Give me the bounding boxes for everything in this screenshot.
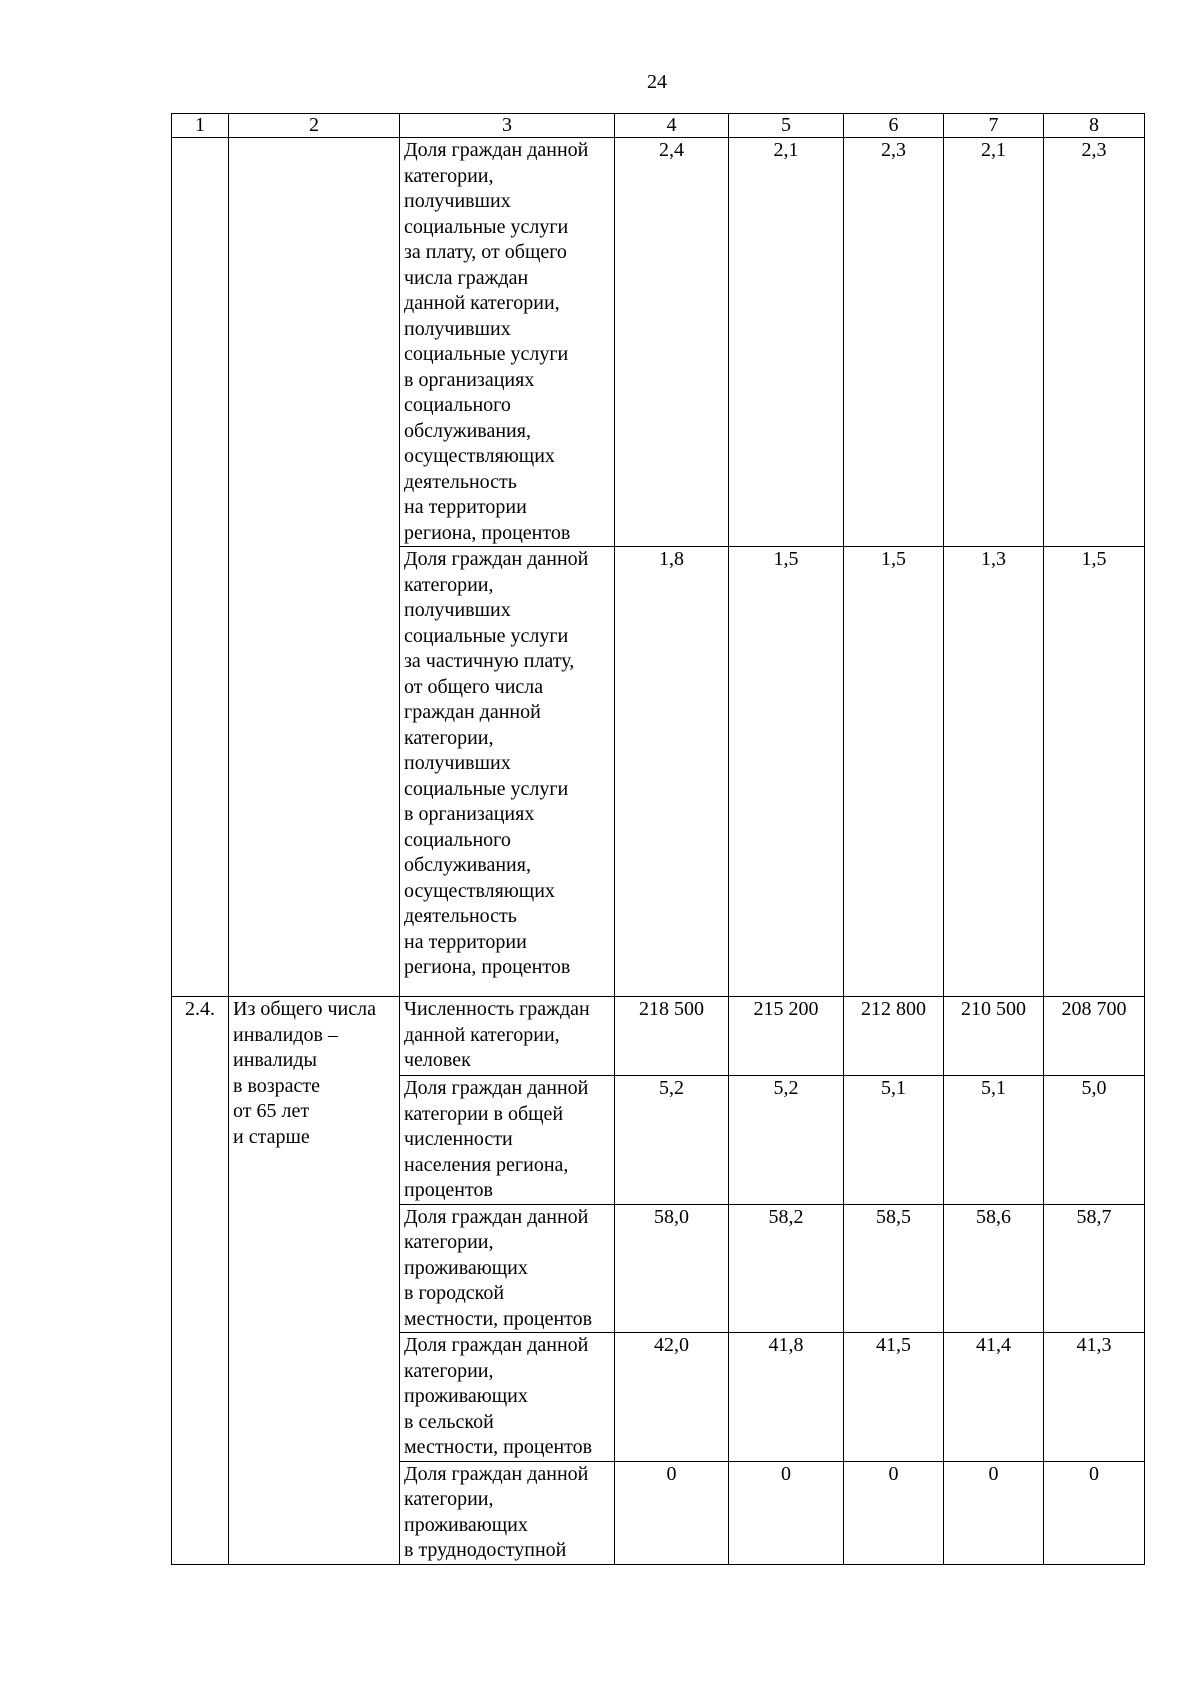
value-cell: 41,5 <box>844 1333 944 1462</box>
value-cell: 42,0 <box>615 1333 729 1462</box>
header-cell: 3 <box>400 114 615 138</box>
value-cell: 2,1 <box>729 138 844 547</box>
table-row <box>172 997 1145 1076</box>
value-cell: 58,2 <box>729 1204 844 1333</box>
page-number: 24 <box>647 71 667 93</box>
value-cell: 0 <box>844 1461 944 1564</box>
value-cell: 0 <box>615 1461 729 1564</box>
value-cell: 5,1 <box>944 1076 1044 1205</box>
indicator-cell <box>400 1333 615 1462</box>
header-cell: 1 <box>172 114 229 138</box>
indicator-text: Доля граждан данной категории, проживающих в труднодоступной <box>404 1462 589 1561</box>
value-cell: 58,0 <box>615 1204 729 1333</box>
value-cell: 2,1 <box>944 138 1044 547</box>
indicator-text: Численность граждан данной категории, человек <box>404 998 590 1071</box>
group-category-text: Из общего числа инвалидов – инвалиды в возрасте от 65 лет и старше <box>233 998 376 1148</box>
header-cell: 5 <box>729 114 844 138</box>
value-cell: 1,8 <box>615 547 729 997</box>
value-cell: 5,2 <box>615 1076 729 1205</box>
value-cell: 41,3 <box>1044 1333 1145 1462</box>
table-header-row <box>172 114 1145 138</box>
indicator-text: Доля граждан данной категории, проживающих в сельской местности, процентов <box>404 1334 593 1458</box>
category-cell-empty <box>229 138 400 997</box>
value-cell: 1,5 <box>844 547 944 997</box>
indicator-cell <box>400 1204 615 1333</box>
value-cell: 58,5 <box>844 1204 944 1333</box>
value-cell: 215 200 <box>729 997 844 1076</box>
header-cell: 6 <box>844 114 944 138</box>
header-cell: 2 <box>229 114 400 138</box>
table-row <box>172 138 1145 547</box>
indicator-cell <box>400 547 615 997</box>
value-cell: 0 <box>944 1461 1044 1564</box>
value-cell: 5,2 <box>729 1076 844 1205</box>
value-cell: 212 800 <box>844 997 944 1076</box>
value-cell: 0 <box>729 1461 844 1564</box>
value-cell: 1,5 <box>729 547 844 997</box>
indicator-cell <box>400 997 615 1076</box>
value-cell: 5,0 <box>1044 1076 1145 1205</box>
header-cell: 8 <box>1044 114 1145 138</box>
value-cell: 218 500 <box>615 997 729 1076</box>
indicator-text: Доля граждан данной категории, получивших социальные услуги за частичную плату, от общего числа граждан данной категории, получивших социальные услуги в организациях социального обслуживания, осуществляющих деятельность на территории региона, процентов <box>404 548 589 978</box>
value-cell: 2,4 <box>615 138 729 547</box>
value-cell: 208 700 <box>1044 997 1145 1076</box>
value-cell: 58,7 <box>1044 1204 1145 1333</box>
value-cell: 2,3 <box>844 138 944 547</box>
indicator-table <box>171 113 1145 1565</box>
value-cell: 41,4 <box>944 1333 1044 1462</box>
indicator-cell <box>400 1461 615 1564</box>
indicator-cell <box>400 138 615 547</box>
value-cell: 1,3 <box>944 547 1044 997</box>
value-cell: 210 500 <box>944 997 1044 1076</box>
indicator-cell <box>400 1076 615 1205</box>
value-cell: 1,5 <box>1044 547 1145 997</box>
header-cell: 7 <box>944 114 1044 138</box>
header-cell: 4 <box>615 114 729 138</box>
index-cell-empty <box>172 138 229 997</box>
value-cell: 41,8 <box>729 1333 844 1462</box>
group-index-cell: 2.4. <box>172 997 229 1565</box>
group-category-cell <box>229 997 400 1565</box>
indicator-text: Доля граждан данной категории, проживающих в городской местности, процентов <box>404 1205 593 1330</box>
value-cell: 5,1 <box>844 1076 944 1205</box>
value-cell: 0 <box>1044 1461 1145 1564</box>
value-cell: 58,6 <box>944 1204 1044 1333</box>
value-cell: 2,3 <box>1044 138 1145 547</box>
indicator-text: Доля граждан данной категории в общей численности населения региона, процентов <box>404 1077 589 1201</box>
indicator-text: Доля граждан данной категории, получивших социальные услуги за плату, от общего числа граждан данной категории, получивших социальные услуги в организациях социального обслуживания, осуществляющих деятельность на территории региона, процентов <box>404 139 589 544</box>
